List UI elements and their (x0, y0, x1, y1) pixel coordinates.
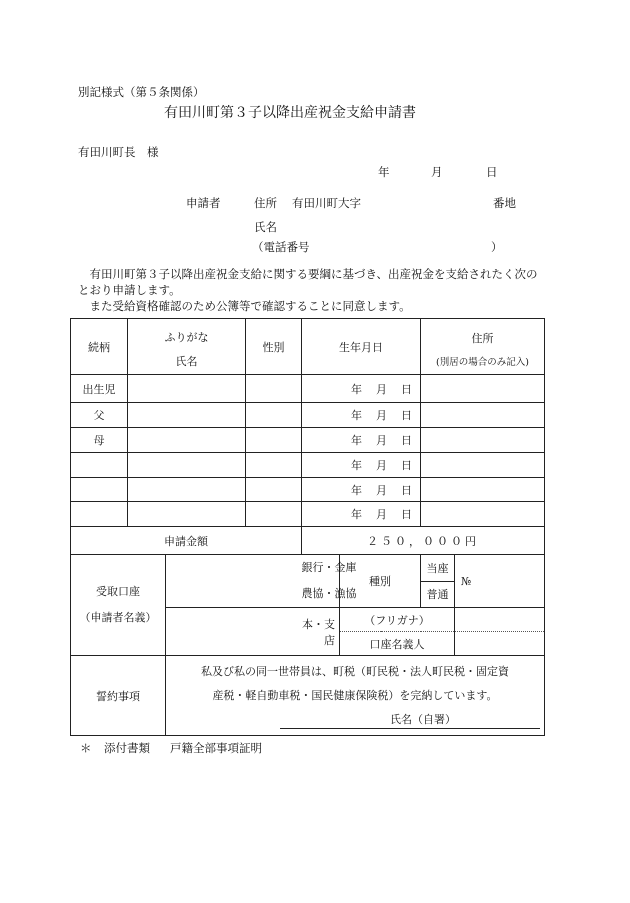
address-label: 住所 (254, 196, 277, 210)
account-type-label: 種別 (340, 555, 421, 608)
address-cell[interactable] (421, 403, 545, 428)
name-cell[interactable] (128, 403, 246, 428)
body-paragraph-1: 有田川町第３子以降出産祝金支給に関する要綱に基づき、出産祝金を支給されたく次のとおり申請します。 (78, 267, 538, 297)
table-row (71, 403, 545, 428)
header-address: 住所 (別居の場合のみ記入) (421, 319, 545, 375)
sex-cell[interactable] (246, 428, 302, 453)
header-birthdate: 生年月日 (302, 319, 421, 375)
relation-cell: 母 (71, 428, 128, 453)
pledge-line-1: 私及び私の同一世帯員は、町税（町民税・法人町民税・固定資 (201, 664, 509, 678)
amount-label: 申請金額 (71, 527, 302, 555)
address-cell[interactable] (421, 502, 545, 527)
table-row (71, 428, 545, 453)
page-title: 有田川町第３子以降出産祝金支給申請書 (164, 105, 416, 121)
birthdate-cell[interactable]: 年 月 日 (302, 453, 421, 478)
footnote-value: 戸籍全部事項証明 (170, 741, 262, 755)
bank-name-cell[interactable] (166, 555, 302, 608)
application-table (70, 318, 545, 736)
holder-label: 口座名義人 (340, 632, 455, 656)
pledge-label: 誓約事項 (71, 656, 166, 736)
bank-type: 銀行・金庫 農協・漁協 (302, 555, 340, 608)
table-header-row (71, 319, 545, 375)
address-cell[interactable] (421, 453, 545, 478)
birthdate-cell[interactable]: 年 月 日 (302, 403, 421, 428)
birthdate-cell[interactable]: 年 月 日 (302, 502, 421, 527)
address-cell[interactable] (421, 375, 545, 403)
footnote-mark: ＊ (80, 741, 92, 755)
account-row-1 (71, 555, 545, 582)
type-ordinary[interactable]: 普通 (421, 581, 455, 608)
form-label: 別記様式（第５条関係） (78, 85, 205, 99)
birthdate-cell[interactable]: 年 月 日 (302, 478, 421, 502)
account-label: 受取口座 （申請者名義） (71, 555, 166, 656)
relation-cell[interactable] (71, 502, 128, 527)
sex-cell[interactable] (246, 375, 302, 403)
amount-row (71, 527, 545, 555)
pledge-line-2: 産税・軽自動車税・国民健康保険税）を完納しています。 (212, 688, 498, 702)
address-prefix: 有田川町大字 (292, 196, 361, 210)
sex-cell[interactable] (246, 453, 302, 478)
holder-value-cell[interactable] (455, 632, 545, 656)
addressee: 有田川町長 様 (78, 145, 159, 159)
birthdate-cell[interactable]: 年 月 日 (302, 375, 421, 403)
name-cell[interactable] (128, 502, 246, 527)
pledge-row (71, 656, 545, 736)
table-row (71, 453, 545, 478)
relation-cell[interactable] (71, 453, 128, 478)
banchi-label: 番地 (493, 196, 516, 210)
relation-cell[interactable] (71, 478, 128, 502)
kana-label: （フリガナ） (340, 608, 455, 632)
name-cell[interactable] (128, 375, 246, 403)
sex-cell[interactable] (246, 478, 302, 502)
relation-cell: 父 (71, 403, 128, 428)
table-row (71, 375, 545, 403)
name-cell[interactable] (128, 478, 246, 502)
branch-label: 本・支店 (302, 608, 340, 656)
birthdate-cell[interactable]: 年 月 日 (302, 428, 421, 453)
kana-value-cell[interactable] (455, 608, 545, 632)
table-row (71, 502, 545, 527)
amount-value: ２５０，０００円 (302, 527, 545, 555)
applicant-label: 申請者 (186, 196, 221, 210)
sex-cell[interactable] (246, 502, 302, 527)
name-cell[interactable] (128, 453, 246, 478)
signature-field[interactable]: 氏名（自署） (280, 712, 540, 729)
address-cell[interactable] (421, 478, 545, 502)
phone-label: （電話番号 (252, 240, 310, 254)
body-text (78, 266, 548, 314)
number-label: № (461, 574, 472, 588)
branch-name-cell[interactable] (166, 608, 302, 656)
account-number-cell[interactable] (455, 555, 545, 608)
relation-cell: 出生児 (71, 375, 128, 403)
sex-cell[interactable] (246, 403, 302, 428)
address-cell[interactable] (421, 428, 545, 453)
header-sex: 性別 (246, 319, 302, 375)
type-current[interactable]: 当座 (421, 555, 455, 582)
header-name: ふりがな 氏名 (128, 319, 246, 375)
header-relation: 続柄 (71, 319, 128, 375)
date-month-label: 月 (431, 165, 443, 179)
table-row (71, 478, 545, 502)
name-cell[interactable] (128, 428, 246, 453)
footnote-label: 添付書類 (104, 741, 150, 755)
date-year-label: 年 (378, 165, 390, 179)
phone-close: ） (491, 240, 503, 254)
body-paragraph-2: また受給資格確認のため公簿等で確認することに同意します。 (89, 299, 411, 313)
name-label: 氏名 (254, 220, 277, 234)
date-day-label: 日 (486, 165, 498, 179)
pledge-text (166, 656, 545, 736)
